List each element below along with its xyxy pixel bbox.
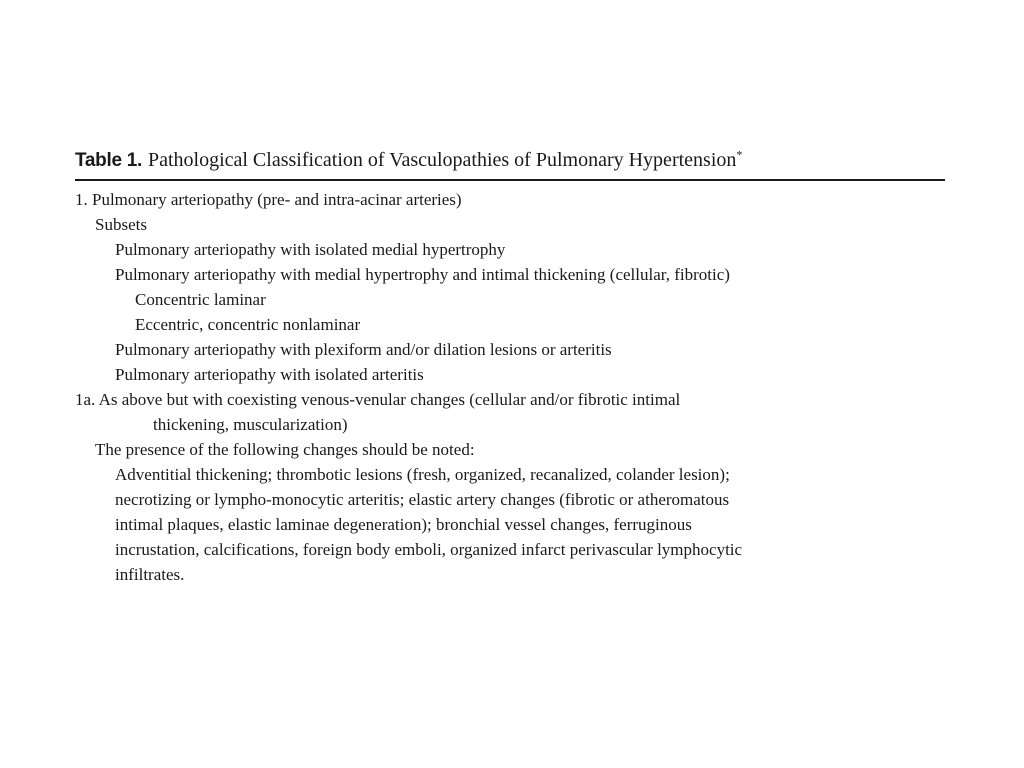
table-line: 1. Pulmonary arteriopathy (pre- and intra-acinar arteries) <box>75 190 462 209</box>
table-line: incrustation, calcifications, foreign body emboli, organized infarct perivascular lymphocytic <box>115 540 743 559</box>
table-line: Concentric laminar <box>135 290 266 309</box>
table-line: Subsets <box>95 215 147 234</box>
table-line: The presence of the following changes should be noted: <box>95 440 475 459</box>
table-line: 1a. As above but with coexisting venous-venular changes (cellular and/or fibrotic intimal <box>75 390 681 409</box>
table-line: Pulmonary arteriopathy with plexiform and/or dilation lesions or arteritis <box>115 340 612 359</box>
table-line: thickening, muscularization) <box>153 415 348 434</box>
table-line: Adventitial thickening; thrombotic lesions (fresh, organized, recanalized, colander lesion); <box>115 465 730 484</box>
table-title <box>148 149 742 171</box>
table-title-text: Pathological Classification of Vasculopathies of Pulmonary Hypertension <box>147 149 737 171</box>
table-line: necrotizing or lympho-monocytic arteritis; elastic artery changes (fibrotic or atheromatous <box>115 490 730 509</box>
table-line: infiltrates. <box>115 565 185 584</box>
classification-table <box>75 146 945 587</box>
table-header-rule <box>75 179 945 181</box>
table-label: Table 1. <box>75 150 142 171</box>
table-line: Pulmonary arteriopathy with isolated medial hypertrophy <box>115 240 506 259</box>
table-title-footnote-marker: * <box>736 147 743 162</box>
table-line: intimal plaques, elastic laminae degeneration); bronchial vessel changes, ferruginous <box>115 515 692 534</box>
table-line: Pulmonary arteriopathy with isolated arteritis <box>115 365 424 384</box>
table-line: Pulmonary arteriopathy with medial hypertrophy and intimal thickening (cellular, fibrotic) <box>115 265 730 284</box>
table-line: Eccentric, concentric nonlaminar <box>135 315 361 334</box>
table-caption <box>75 146 945 179</box>
